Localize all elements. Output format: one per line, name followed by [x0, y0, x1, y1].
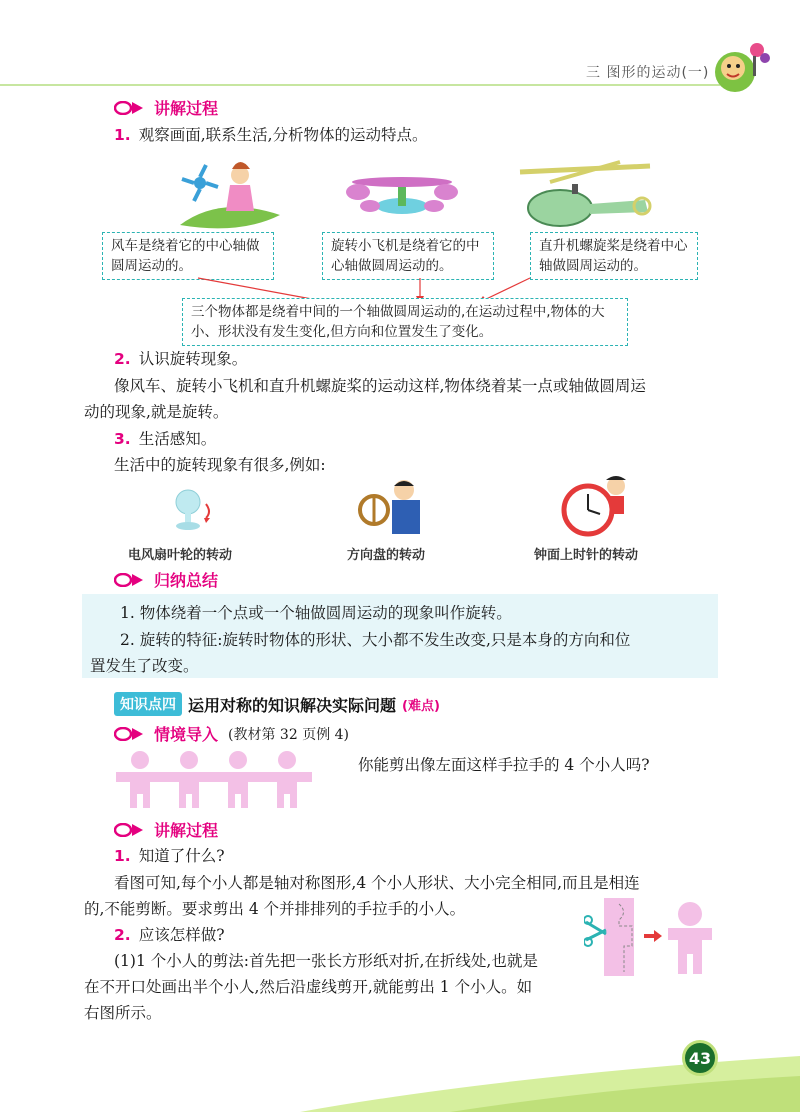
- method-line-2: 在不开口处画出半个小人,然后沿虚线剪开,就能剪出 1 个小人。如: [84, 978, 533, 996]
- section-heading-summary: [114, 568, 218, 591]
- plane-note-text: 旋转小飞机是绕着它的中心轴做圆周运动的。: [331, 238, 480, 274]
- header-divider: [0, 84, 720, 86]
- paper-dolls-illustration: [116, 750, 312, 810]
- method-line-3: 右图所示。: [84, 1004, 162, 1022]
- difficulty-label: (难点): [402, 698, 440, 714]
- question-text: 你能剪出像左面这样手拉手的 4 个小人吗?: [358, 756, 650, 774]
- section-arrow-icon: [114, 727, 144, 741]
- spinning-plane-illustration: [340, 170, 465, 225]
- caption-steering-wheel: 方向盘的转动: [347, 548, 426, 563]
- helicopter-illustration: [510, 160, 660, 232]
- helicopter-note-text: 直升机螺旋桨是绕着中心轴做圆周运动的。: [539, 238, 688, 274]
- analysis-line-2: 的,不能剪断。要求剪出 4 个并排排列的手拉手的小人。: [84, 900, 466, 918]
- section-heading-label: 情境导入: [154, 725, 219, 744]
- cutting-illustration: [584, 896, 724, 978]
- page-number: 43: [682, 1040, 718, 1076]
- point-2-text: 认识旋转现象。: [138, 350, 248, 368]
- point-1: [114, 122, 428, 148]
- question-1-text: 知道了什么?: [138, 847, 225, 865]
- summary-line-3: 置发生了改变。: [90, 657, 199, 675]
- caption-fan: 电风扇叶轮的转动: [128, 548, 233, 563]
- chapter-header: 三 图形的运动(一): [586, 65, 710, 81]
- clock-girl-icon: [560, 474, 632, 538]
- method-line-1: (1)1 个小人的剪法:首先把一张长方形纸对折,在折线处,也就是: [114, 952, 538, 970]
- question-2-number: 2.: [114, 926, 131, 944]
- rotation-definition-line-2: 动的现象,就是旋转。: [84, 403, 229, 421]
- conclusion-text: 三个物体都是绕着中间的一个轴做圆周运动的,在运动过程中,物体的大小、形状没有发生变化,但方向和位置发生了变化。: [191, 304, 605, 340]
- windmill-girl-illustration: [170, 155, 290, 235]
- point-1-number: 1.: [114, 126, 131, 144]
- electric-fan-icon: [168, 488, 218, 532]
- section-heading-explain-2: [114, 818, 218, 841]
- summary-line-2: 2. 旋转的特征:旋转时物体的形状、大小都不发生改变,只是本身的方向和位: [120, 631, 631, 649]
- rotation-definition-line-1: 像风车、旋转小飞机和直升机螺旋桨的运动这样,物体绕着某一点或轴做圆周运: [114, 377, 646, 395]
- plane-note-box: [322, 232, 494, 280]
- mascot-icon: [705, 38, 773, 98]
- point-3: [114, 426, 216, 452]
- knowledge-point-badge: 知识点四: [114, 692, 182, 716]
- point-1-text: 观察画面,联系生活,分析物体的运动特点。: [138, 126, 428, 144]
- windmill-note-text: 风车是绕着它的中心轴做圆周运动的。: [111, 238, 260, 274]
- section-heading-label: 归纳总结: [154, 571, 219, 590]
- question-2-text: 应该怎样做?: [138, 926, 225, 944]
- summary-line-1: 1. 物体绕着一个点或一个轴做圆周运动的现象叫作旋转。: [120, 604, 512, 622]
- helicopter-note-box: [530, 232, 698, 280]
- life-examples-intro: 生活中的旋转现象有很多,例如:: [114, 456, 326, 474]
- section-arrow-icon: [114, 823, 144, 837]
- conclusion-box: [182, 298, 628, 346]
- question-2: [114, 922, 225, 948]
- section-heading-label: 讲解过程: [154, 821, 219, 840]
- footer-wave: [300, 1036, 800, 1112]
- caption-clock: 钟面上时针的转动: [534, 548, 639, 563]
- point-3-number: 3.: [114, 430, 131, 448]
- section-arrow-icon: [114, 573, 144, 587]
- steering-wheel-icon: [356, 476, 426, 538]
- point-2-number: 2.: [114, 350, 131, 368]
- section-heading-label: 讲解过程: [154, 99, 219, 118]
- section-arrow-icon: [114, 101, 144, 115]
- question-1: [114, 843, 225, 869]
- point-3-text: 生活感知。: [138, 430, 217, 448]
- section-heading-situation: [114, 722, 349, 745]
- question-1-number: 1.: [114, 847, 131, 865]
- knowledge-point-header: [114, 692, 440, 716]
- point-2: [114, 346, 247, 372]
- section-heading-explain: [114, 96, 218, 119]
- knowledge-point-title: 运用对称的知识解决实际问题: [188, 695, 397, 715]
- windmill-note-box: [102, 232, 274, 280]
- textbook-reference: (教材第 32 页例 4): [228, 726, 350, 743]
- analysis-line-1: 看图可知,每个小人都是轴对称图形,4 个小人形状、大小完全相同,而且是相连: [114, 874, 640, 892]
